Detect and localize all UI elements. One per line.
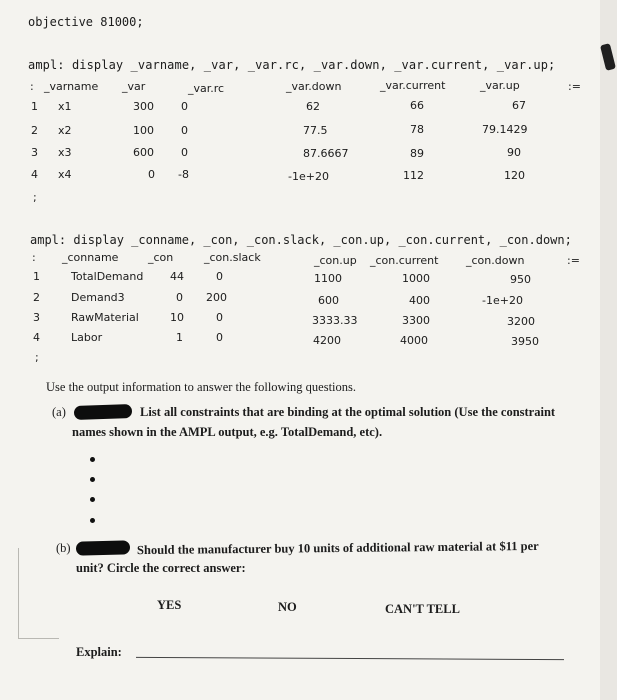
objective-line: objective 81000; xyxy=(28,15,144,29)
row-down: 77.5 xyxy=(303,124,328,137)
var-table-terminator: ; xyxy=(33,191,37,204)
row-current: 66 xyxy=(410,99,424,112)
row-up: 120 xyxy=(504,169,525,182)
row-slack: 0 xyxy=(216,270,223,283)
row-down: 3200 xyxy=(507,315,535,328)
row-varname: x3 xyxy=(58,146,72,159)
row-index: 1 xyxy=(31,100,38,113)
pen-mark xyxy=(600,43,616,71)
con-header-con: _con xyxy=(148,251,174,264)
question-b-text-1: Should the manufacturer buy 10 units of additional raw material at $11 per xyxy=(136,538,539,558)
row-down: -1e+20 xyxy=(482,294,523,307)
row-var: 600 xyxy=(133,146,154,159)
row-index: 4 xyxy=(33,331,40,344)
row-varname: x4 xyxy=(58,168,72,181)
instructions-text: Use the output information to answer the following questions. xyxy=(46,380,357,394)
row-up: 3333.33 xyxy=(312,314,358,327)
row-current: 112 xyxy=(403,169,424,182)
row-index: 2 xyxy=(33,291,40,304)
row-rc: 0 xyxy=(181,124,188,137)
row-conname: RawMaterial xyxy=(71,311,139,324)
row-varname: x1 xyxy=(58,100,72,113)
row-con: 44 xyxy=(170,270,184,283)
row-down: 3950 xyxy=(511,335,539,348)
row-current: 78 xyxy=(410,123,424,136)
answer-choice-yes[interactable]: YES xyxy=(157,598,182,612)
con-header-up: _con.up xyxy=(314,254,357,267)
row-slack: 0 xyxy=(216,331,223,344)
var-header-down: _var.down xyxy=(286,80,342,93)
con-header-conname: _conname xyxy=(62,251,119,264)
var-header-assign: := xyxy=(568,80,581,93)
var-header-varname: _varname xyxy=(44,80,99,93)
question-a-label: (a) xyxy=(52,405,66,419)
row-current: 4000 xyxy=(400,334,428,347)
var-header-rc: _var.rc xyxy=(188,82,225,95)
question-a-text-2: names shown in the AMPL output, e.g. TotalDemand, etc). xyxy=(72,425,383,439)
row-conname: Labor xyxy=(71,331,103,344)
row-current: 400 xyxy=(409,294,430,307)
var-header-var: _var xyxy=(122,80,146,93)
con-header-colon: : xyxy=(32,251,36,264)
row-slack: 200 xyxy=(206,291,227,304)
redaction-mark xyxy=(76,540,130,555)
row-index: 1 xyxy=(33,270,40,283)
question-b-text-2: unit? Circle the correct answer: xyxy=(76,561,246,575)
row-up: 90 xyxy=(507,146,521,159)
con-header-current: _con.current xyxy=(370,254,439,267)
row-var: 100 xyxy=(133,124,154,137)
redaction-mark xyxy=(74,404,132,420)
var-header-current: _var.current xyxy=(380,79,446,92)
row-con: 0 xyxy=(176,291,183,304)
var-display-command: ampl: display _varname, _var, _var.rc, _var.down, _var.current, _var.up; xyxy=(28,58,556,72)
explain-label: Explain: xyxy=(76,645,122,659)
row-current: 89 xyxy=(410,147,424,160)
row-varname: x2 xyxy=(58,124,72,137)
con-table-terminator: ; xyxy=(35,351,39,364)
answer-choice-no[interactable]: NO xyxy=(278,600,297,614)
row-index: 2 xyxy=(31,124,38,137)
row-rc: 0 xyxy=(181,146,188,159)
row-rc: 0 xyxy=(181,100,188,113)
row-var: 300 xyxy=(133,100,154,113)
question-b-label: (b) xyxy=(56,541,71,555)
row-down: -1e+20 xyxy=(288,170,329,183)
row-up: 1100 xyxy=(314,272,342,285)
row-down: 950 xyxy=(510,273,531,286)
row-up: 600 xyxy=(318,294,339,307)
con-header-down: _con.down xyxy=(466,254,525,267)
row-current: 1000 xyxy=(402,272,430,285)
row-con: 1 xyxy=(176,331,183,344)
row-current: 3300 xyxy=(402,314,430,327)
row-var: 0 xyxy=(148,168,155,181)
row-conname: Demand3 xyxy=(71,291,125,304)
answer-bullet xyxy=(90,457,95,462)
row-down: 62 xyxy=(306,100,320,113)
answer-choice-cant-tell[interactable]: CAN'T TELL xyxy=(385,602,460,616)
row-con: 10 xyxy=(170,311,184,324)
row-up: 79.1429 xyxy=(482,123,528,136)
question-a-text-1: List all constraints that are binding at the optimal solution (Use the constraint xyxy=(140,405,556,419)
con-display-command: ampl: display _conname, _con, _con.slack, _con.up, _con.current, _con.down; xyxy=(30,233,572,247)
row-rc: -8 xyxy=(178,168,189,181)
row-down: 87.6667 xyxy=(303,147,349,160)
answer-bullet xyxy=(90,477,95,482)
row-index: 3 xyxy=(33,311,40,324)
margin-bracket xyxy=(18,548,59,639)
row-index: 4 xyxy=(31,168,38,181)
row-conname: TotalDemand xyxy=(71,270,144,283)
var-header-colon: : xyxy=(30,80,34,93)
con-header-slack: _con.slack xyxy=(204,251,261,264)
row-up: 4200 xyxy=(313,334,341,347)
row-up: 67 xyxy=(512,99,526,112)
row-slack: 0 xyxy=(216,311,223,324)
var-header-up: _var.up xyxy=(480,79,520,92)
row-index: 3 xyxy=(31,146,38,159)
con-header-assign: := xyxy=(567,254,580,267)
answer-bullet xyxy=(90,518,95,523)
answer-bullet xyxy=(90,497,95,502)
